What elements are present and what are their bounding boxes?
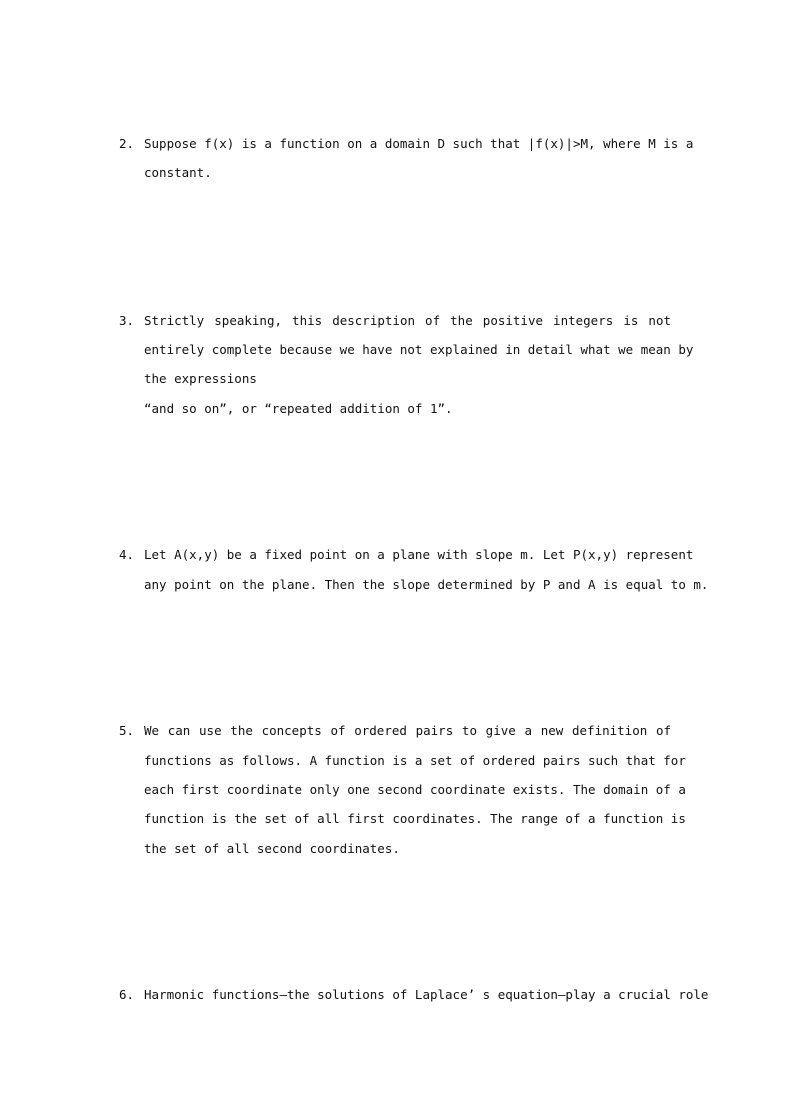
item-number: 3. xyxy=(119,313,135,328)
item-number: 4. xyxy=(119,547,135,562)
item-number: 2. xyxy=(119,136,135,151)
item-text-line: Harmonic functions—the solutions of Laplace’ s equation—play a crucial role xyxy=(144,987,709,1002)
item-text-line: “and so on”, or “repeated addition of 1”. xyxy=(144,401,453,416)
item-text-line: constant. xyxy=(144,165,212,180)
item-text-line: entirely complete because we have not explained in detail what we mean by xyxy=(144,342,694,357)
item-text-line: the expressions xyxy=(144,371,257,386)
item-text-line: We can use the concepts of ordered pairs to give a new definition of xyxy=(144,723,671,738)
item-text-line: Suppose f(x) is a function on a domain D such that |f(x)|>M, where M is a xyxy=(144,136,694,151)
item-text-line: the set of all second coordinates. xyxy=(144,841,400,856)
item-text-line: Strictly speaking, this description of the positive integers is not xyxy=(144,313,671,328)
item-number: 6. xyxy=(119,987,135,1002)
item-text-line: functions as follows. A function is a set of ordered pairs such that for xyxy=(144,753,686,768)
item-text-line: any point on the plane. Then the slope determined by P and A is equal to m. xyxy=(144,577,709,592)
item-text-line: each first coordinate only one second coordinate exists. The domain of a xyxy=(144,782,686,797)
item-text-line: Let A(x,y) be a fixed point on a plane with slope m. Let P(x,y) represent xyxy=(144,547,694,562)
item-number: 5. xyxy=(119,723,135,738)
item-text-line: function is the set of all first coordinates. The range of a function is xyxy=(144,811,686,826)
